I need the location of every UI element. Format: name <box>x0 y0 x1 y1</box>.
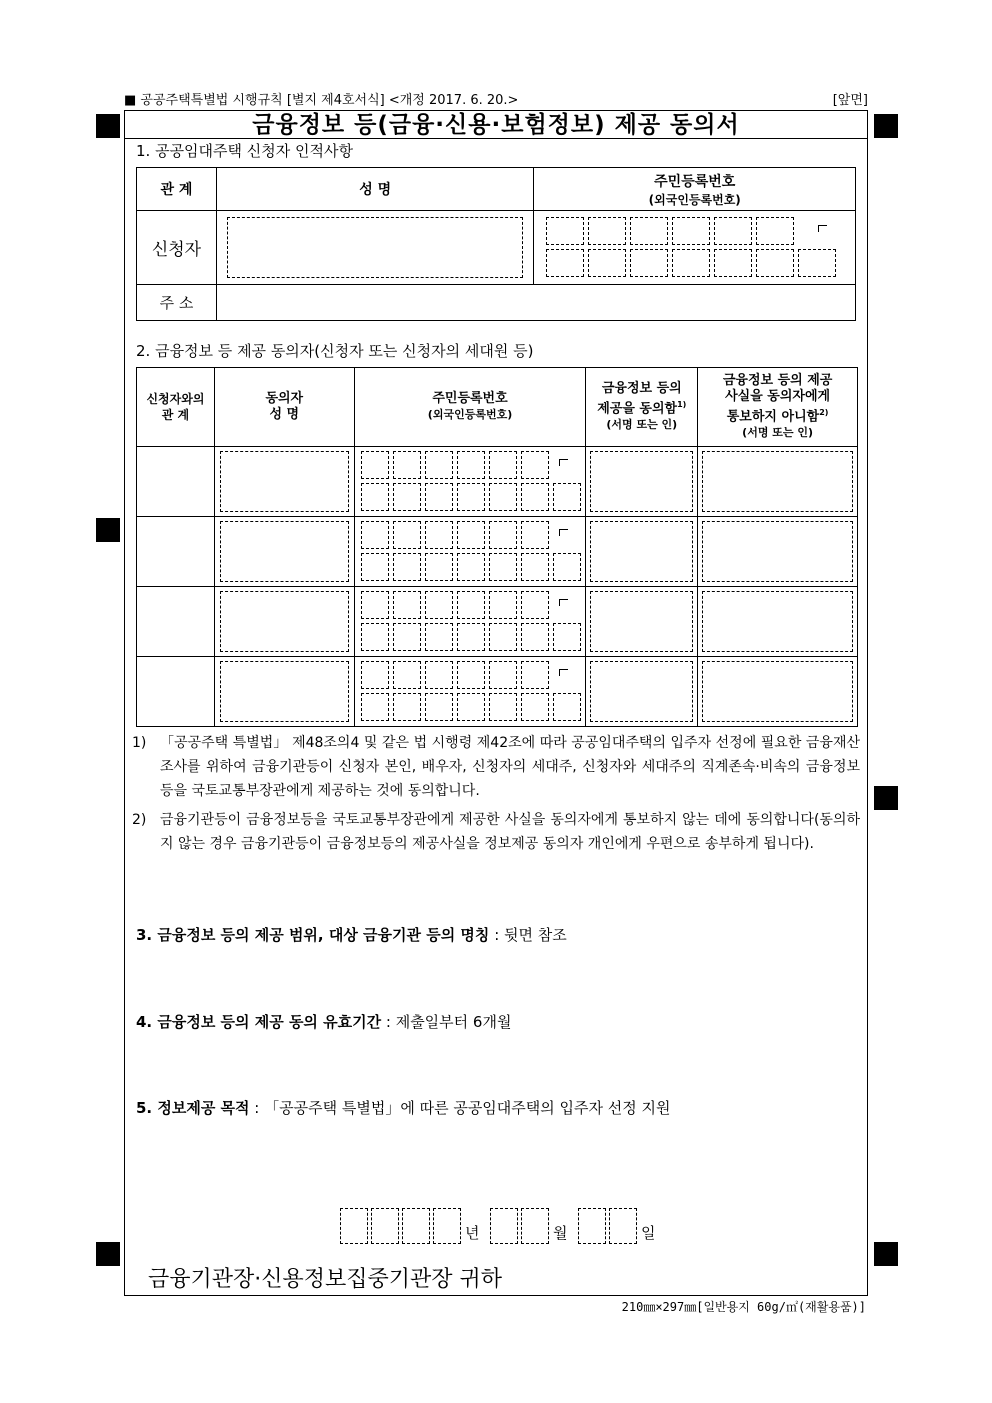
rrn-digit-input[interactable] <box>393 483 421 511</box>
rrn-digit-input[interactable] <box>489 623 517 651</box>
rrn-digit-input[interactable] <box>425 553 453 581</box>
consenter-name-cell <box>214 517 354 587</box>
year-digit-input[interactable] <box>371 1208 399 1244</box>
rrn-digit-input[interactable] <box>361 693 389 721</box>
day-label: 일 <box>641 1224 656 1242</box>
rrn-digit-input[interactable] <box>425 693 453 721</box>
nonotify-signature-input[interactable] <box>702 451 853 512</box>
section2-heading: 2. 금융정보 등 제공 동의자(신청자 또는 신청자의 세대원 등) <box>136 342 534 360</box>
col-nonotify <box>698 368 858 447</box>
consenter-consent-cell <box>586 657 698 727</box>
consenter-nonotify-cell <box>698 517 858 587</box>
section4-value: : 제출일부터 6개월 <box>381 1013 512 1031</box>
rrn-digit-input[interactable] <box>553 483 581 511</box>
address-label: 주 소 <box>137 285 217 321</box>
consent-signature-input[interactable] <box>590 451 693 512</box>
day-digit-input[interactable] <box>578 1208 606 1244</box>
col-nonotify-footnote-ref: 2) <box>819 407 829 417</box>
footnote-1-text: 「공공주택 특별법」 제48조의4 및 같은 법 시행령 제42조에 따라 공공임대주택의 입주자 선정에 필요한 금융재산조사를 위하여 금융기관등이 신청자 본인, 배우자, 신청자의 세대주, 신청자와 세대주의 직계존속·비속의 금융정보등을 국토교통부장관에게 제공하는 것에 동의합니다. <box>160 735 860 799</box>
rrn-digit-input[interactable] <box>588 249 626 277</box>
consenter-relation-input[interactable] <box>137 447 215 517</box>
rrn-digit-input[interactable] <box>393 693 421 721</box>
rrn-digit-input[interactable] <box>489 553 517 581</box>
col-name-2-line2: 성 명 <box>269 407 300 422</box>
col-consent <box>586 368 698 447</box>
rrn-digit-input[interactable] <box>361 553 389 581</box>
consenter-table <box>136 367 858 727</box>
rrn-digit-input[interactable] <box>457 553 485 581</box>
consenter-rrn-back <box>355 447 586 516</box>
consenter-rrn-cell <box>354 587 586 657</box>
rrn-digit-input[interactable] <box>521 693 549 721</box>
consenter-name-input[interactable] <box>220 451 349 512</box>
rrn-digit-input[interactable] <box>672 249 710 277</box>
col-name-2-line1: 동의자 <box>265 391 304 406</box>
year-digit-input[interactable] <box>433 1208 461 1244</box>
rrn-digit-input[interactable] <box>489 483 517 511</box>
col-name-2 <box>214 368 354 447</box>
col-consent-footnote-ref: 1) <box>677 399 687 409</box>
rrn-digit-input[interactable] <box>630 249 668 277</box>
applicant-rrn-back <box>534 211 855 284</box>
consenter-name-cell <box>214 657 354 727</box>
consenter-rrn-back <box>355 517 586 586</box>
rrn-digit-input[interactable] <box>553 553 581 581</box>
consenter-name-input[interactable] <box>220 661 349 722</box>
nonotify-signature-input[interactable] <box>702 661 853 722</box>
col-name: 성 명 <box>216 168 534 211</box>
registration-mark-bottom-left <box>96 1242 120 1266</box>
nonotify-signature-input[interactable] <box>702 591 853 652</box>
col-consent-line2 <box>586 397 697 417</box>
consent-signature-input[interactable] <box>590 521 693 582</box>
consenter-relation-input[interactable] <box>137 587 215 657</box>
addressee: 금융기관장·신용정보집중기관장 귀하 <box>148 1267 503 1292</box>
section3 <box>136 924 567 945</box>
col-nonotify-line4: (서명 또는 인) <box>742 426 814 440</box>
applicant-table <box>136 167 856 321</box>
registration-mark-bottom-right <box>874 1242 898 1266</box>
col-consent-line2-text: 제공을 동의함 <box>597 401 678 417</box>
col-relation-2 <box>137 368 215 447</box>
month-digit-input[interactable] <box>521 1208 549 1244</box>
consenter-name-input[interactable] <box>220 591 349 652</box>
rrn-digit-input[interactable] <box>756 249 794 277</box>
rrn-digit-input[interactable] <box>489 693 517 721</box>
consenter-name-cell <box>214 447 354 517</box>
page-title: 금융정보 등(금융·신용·보험정보) 제공 동의서 <box>252 112 740 138</box>
section5-value: : 「공공주택 특별법」에 따른 공공임대주택의 입주자 선정 지원 <box>249 1099 671 1117</box>
rrn-digit-input[interactable] <box>425 623 453 651</box>
col-relation-2-line2: 관 계 <box>161 408 190 422</box>
col-rrn-2-label: 주민등록번호 <box>432 391 508 406</box>
section4 <box>136 1011 511 1032</box>
applicant-name-cell <box>216 211 534 285</box>
consent-signature-input[interactable] <box>590 661 693 722</box>
consenter-relation-input[interactable] <box>137 657 215 727</box>
rrn-digit-input[interactable] <box>425 483 453 511</box>
col-relation: 관 계 <box>137 168 217 211</box>
registration-mark-mid-right <box>874 786 898 810</box>
consenter-consent-cell <box>586 447 698 517</box>
applicant-rrn-cell <box>534 211 856 285</box>
consenter-nonotify-cell <box>698 447 858 517</box>
section5 <box>136 1097 671 1118</box>
registration-mark-mid-left <box>96 518 120 542</box>
consenter-relation-input[interactable] <box>137 517 215 587</box>
consenter-rrn-cell <box>354 657 586 727</box>
footnote-1-number: 1) <box>132 735 147 751</box>
nonotify-signature-input[interactable] <box>702 521 853 582</box>
footnote-1 <box>132 731 860 803</box>
consenter-consent-cell <box>586 517 698 587</box>
section3-value: : 뒷면 참조 <box>489 926 567 944</box>
footnote-2 <box>132 808 860 856</box>
section1-heading: 1. 공공임대주택 신청자 인적사항 <box>136 142 353 160</box>
rrn-digit-input[interactable] <box>553 623 581 651</box>
section5-label: 5. 정보제공 목적 <box>136 1099 250 1117</box>
col-rrn-sublabel: (외국인등록번호) <box>648 192 741 207</box>
rrn-digit-input[interactable] <box>553 693 581 721</box>
consenter-rrn-cell <box>354 517 586 587</box>
col-rrn-2 <box>354 368 586 447</box>
footnote-2-text: 금융기관등이 금융정보등을 국토교통부장관에게 제공한 사실을 동의자에게 통보하지 않는 데에 동의합니다(동의하지 않는 경우 금융기관등이 금융정보등의 제공사실을 정보제공 동의자 개인에게 우편으로 송부하게 됩니다). <box>160 812 860 852</box>
rrn-digit-input[interactable] <box>361 483 389 511</box>
consenter-nonotify-cell <box>698 587 858 657</box>
rrn-digit-input[interactable] <box>457 693 485 721</box>
col-rrn <box>534 168 856 211</box>
rrn-digit-input[interactable] <box>521 623 549 651</box>
section3-label: 3. 금융정보 등의 제공 범위, 대상 금융기관 등의 명칭 <box>136 926 490 944</box>
consenter-rrn-back <box>355 587 586 656</box>
applicant-label: 신청자 <box>137 211 217 285</box>
rrn-digit-input[interactable] <box>393 623 421 651</box>
rrn-digit-input[interactable] <box>714 249 752 277</box>
col-relation-2-line1: 신청자와의 <box>146 392 205 406</box>
col-nonotify-line1: 금융정보 등의 제공 <box>722 372 833 388</box>
col-nonotify-line3-text: 통보하지 아니함 <box>726 409 820 425</box>
rrn-digit-input[interactable] <box>798 249 836 277</box>
rrn-digit-input[interactable] <box>546 249 584 277</box>
date-line <box>340 1208 660 1246</box>
consenter-rrn-back <box>355 657 586 726</box>
section4-label: 4. 금융정보 등의 제공 동의 유효기간 <box>136 1013 382 1031</box>
rrn-digit-input[interactable] <box>361 623 389 651</box>
rrn-digit-input[interactable] <box>393 553 421 581</box>
day-digit-input[interactable] <box>609 1208 637 1244</box>
applicant-name-input[interactable] <box>227 217 524 278</box>
rrn-digit-input[interactable] <box>521 483 549 511</box>
title-divider <box>124 138 868 139</box>
col-rrn-label: 주민등록번호 <box>654 173 736 190</box>
col-rrn-2-sublabel: (외국인등록번호) <box>427 408 513 421</box>
col-consent-line1: 금융정보 등의 <box>601 380 682 396</box>
rrn-digit-input[interactable] <box>521 553 549 581</box>
address-input[interactable] <box>216 285 855 321</box>
consenter-rrn-cell <box>354 447 586 517</box>
consenter-name-input[interactable] <box>220 521 349 582</box>
month-label: 월 <box>553 1224 568 1242</box>
consent-signature-input[interactable] <box>590 591 693 652</box>
rrn-digit-input[interactable] <box>457 623 485 651</box>
consenter-name-cell <box>214 587 354 657</box>
year-digit-input[interactable] <box>402 1208 430 1244</box>
paper-spec: 210㎜×297㎜[일반용지 60g/㎡(재활용품)] <box>621 1300 866 1314</box>
year-label: 년 <box>465 1224 480 1242</box>
consenter-consent-cell <box>586 587 698 657</box>
footnote-2-number: 2) <box>132 812 147 828</box>
col-consent-line3: (서명 또는 인) <box>606 418 678 432</box>
form-header <box>124 92 868 110</box>
year-digit-input[interactable] <box>340 1208 368 1244</box>
rrn-digit-input[interactable] <box>457 483 485 511</box>
month-digit-input[interactable] <box>490 1208 518 1244</box>
consenter-nonotify-cell <box>698 657 858 727</box>
col-nonotify-line2: 사실을 동의자에게 <box>725 388 831 404</box>
form-reference: ■ 공공주택특별법 시행규칙 [별지 제4호서식] <개정 2017. 6. 20.> <box>124 93 519 108</box>
page-side-label: [앞면] <box>832 93 868 108</box>
col-nonotify-line3 <box>698 405 857 425</box>
